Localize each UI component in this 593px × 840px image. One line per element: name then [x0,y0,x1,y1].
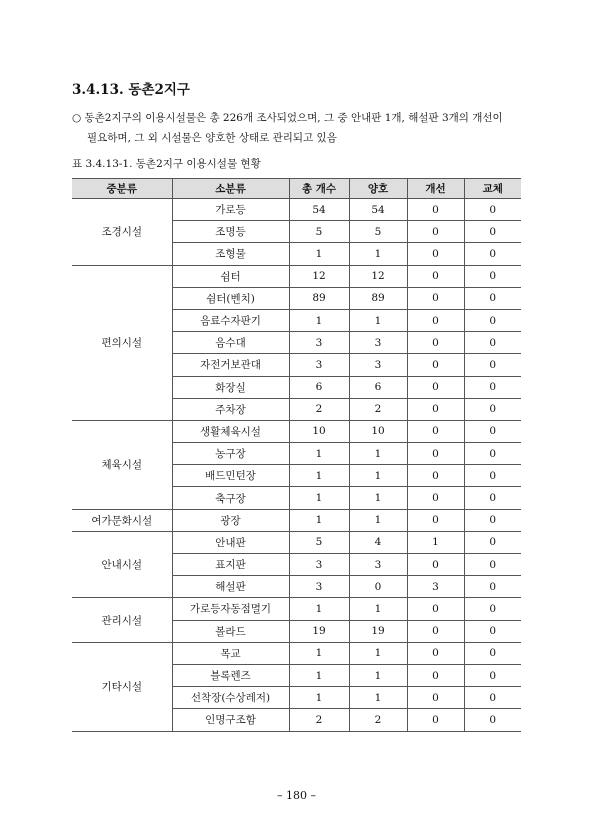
subcategory-cell: 표지판 [172,554,289,576]
good-cell: 1 [349,309,407,331]
subcategory-cell: 선착장(수상레저) [172,687,289,709]
table-header-row [72,179,521,199]
good-cell: 1 [349,465,407,487]
replace-cell: 0 [464,420,521,442]
good-cell: 0 [349,576,407,598]
total-cell: 3 [289,554,349,576]
total-cell: 5 [289,531,349,553]
subcategory-cell: 농구장 [172,443,289,465]
table-row [72,509,521,531]
improve-cell: 0 [407,287,464,309]
good-cell: 1 [349,487,407,509]
table-row [72,531,521,553]
header-subcategory: 소분류 [172,179,289,199]
table-row [72,199,521,221]
good-cell: 3 [349,554,407,576]
replace-cell: 0 [464,509,521,531]
improve-cell: 0 [407,443,464,465]
total-cell: 3 [289,332,349,354]
category-cell: 여가문화시설 [72,509,172,531]
total-cell: 3 [289,354,349,376]
total-cell: 1 [289,487,349,509]
subcategory-cell: 주차장 [172,398,289,420]
subcategory-cell: 인명구조함 [172,709,289,731]
good-cell: 6 [349,376,407,398]
good-cell: 54 [349,199,407,221]
table-caption: 표 3.4.13-1. 동촌2지구 이용시설물 현황 [72,158,261,170]
replace-cell: 0 [464,287,521,309]
good-cell: 2 [349,709,407,731]
improve-cell: 0 [407,376,464,398]
replace-cell: 0 [464,332,521,354]
table-row [72,420,521,442]
replace-cell: 0 [464,199,521,221]
total-cell: 1 [289,509,349,531]
subcategory-cell: 배드민턴장 [172,465,289,487]
total-cell: 5 [289,221,349,243]
header-improve: 개선 [407,179,464,199]
improve-cell: 0 [407,620,464,642]
replace-cell: 0 [464,598,521,620]
replace-cell: 0 [464,687,521,709]
summary-line-1: 동촌2지구의 이용시설물은 총 226개 조사되었으며, 그 중 안내판 1개, 해설판 3개의 개선이 [84,112,503,124]
good-cell: 19 [349,620,407,642]
improve-cell: 3 [407,576,464,598]
replace-cell: 0 [464,664,521,686]
category-cell: 기타시설 [72,642,172,731]
header-total: 총 개수 [289,179,349,199]
total-cell: 19 [289,620,349,642]
good-cell: 5 [349,221,407,243]
total-cell: 3 [289,576,349,598]
good-cell: 1 [349,687,407,709]
summary-paragraph [72,108,532,148]
replace-cell: 0 [464,221,521,243]
header-replace: 교체 [464,179,521,199]
subcategory-cell: 쉼터 [172,265,289,287]
good-cell: 1 [349,598,407,620]
good-cell: 3 [349,354,407,376]
header-good: 양호 [349,179,407,199]
page-number: – 180 – [277,789,316,802]
section-heading: 3.4.13. 동촌2지구 [72,82,190,98]
good-cell: 1 [349,443,407,465]
improve-cell: 0 [407,487,464,509]
improve-cell: 0 [407,664,464,686]
improve-cell: 0 [407,709,464,731]
subcategory-cell: 광장 [172,509,289,531]
total-cell: 1 [289,243,349,265]
good-cell: 10 [349,420,407,442]
good-cell: 1 [349,642,407,664]
subcategory-cell: 조명등 [172,221,289,243]
replace-cell: 0 [464,487,521,509]
subcategory-cell: 화장실 [172,376,289,398]
good-cell: 1 [349,664,407,686]
replace-cell: 0 [464,709,521,731]
subcategory-cell: 가로등 [172,199,289,221]
table-body [72,199,521,732]
replace-cell: 0 [464,554,521,576]
summary-line-2: 필요하며, 그 외 시설물은 양호한 상태로 관리되고 있음 [87,132,337,144]
replace-cell: 0 [464,398,521,420]
improve-cell: 0 [407,199,464,221]
table-row [72,265,521,287]
total-cell: 1 [289,687,349,709]
subcategory-cell: 자전거보관대 [172,354,289,376]
total-cell: 1 [289,598,349,620]
improve-cell: 0 [407,265,464,287]
subcategory-cell: 해설판 [172,576,289,598]
facility-status-table [72,178,521,732]
total-cell: 2 [289,709,349,731]
replace-cell: 0 [464,243,521,265]
header-category: 중분류 [72,179,172,199]
replace-cell: 0 [464,354,521,376]
good-cell: 12 [349,265,407,287]
improve-cell: 0 [407,398,464,420]
improve-cell: 0 [407,243,464,265]
total-cell: 89 [289,287,349,309]
total-cell: 1 [289,309,349,331]
total-cell: 2 [289,398,349,420]
replace-cell: 0 [464,265,521,287]
table-row [72,598,521,620]
good-cell: 4 [349,531,407,553]
total-cell: 1 [289,664,349,686]
subcategory-cell: 볼라드 [172,620,289,642]
subcategory-cell: 축구장 [172,487,289,509]
replace-cell: 0 [464,620,521,642]
good-cell: 1 [349,243,407,265]
improve-cell: 0 [407,642,464,664]
replace-cell: 0 [464,531,521,553]
subcategory-cell: 블록렌즈 [172,664,289,686]
good-cell: 1 [349,509,407,531]
improve-cell: 0 [407,309,464,331]
improve-cell: 0 [407,687,464,709]
improve-cell: 0 [407,221,464,243]
subcategory-cell: 가로등자동점멸기 [172,598,289,620]
improve-cell: 0 [407,554,464,576]
replace-cell: 0 [464,576,521,598]
total-cell: 1 [289,465,349,487]
category-cell: 관리시설 [72,598,172,642]
total-cell: 1 [289,443,349,465]
total-cell: 12 [289,265,349,287]
total-cell: 10 [289,420,349,442]
improve-cell: 0 [407,598,464,620]
good-cell: 3 [349,332,407,354]
category-cell: 체육시설 [72,420,172,509]
total-cell: 6 [289,376,349,398]
category-cell: 조경시설 [72,199,172,266]
improve-cell: 0 [407,420,464,442]
subcategory-cell: 조형물 [172,243,289,265]
subcategory-cell: 음수대 [172,332,289,354]
total-cell: 1 [289,642,349,664]
replace-cell: 0 [464,309,521,331]
table-row [72,642,521,664]
improve-cell: 1 [407,531,464,553]
replace-cell: 0 [464,642,521,664]
subcategory-cell: 쉼터(벤치) [172,287,289,309]
good-cell: 2 [349,398,407,420]
total-cell: 54 [289,199,349,221]
replace-cell: 0 [464,443,521,465]
bullet-marker: ○ [72,112,82,124]
improve-cell: 0 [407,354,464,376]
improve-cell: 0 [407,332,464,354]
subcategory-cell: 안내판 [172,531,289,553]
category-cell: 안내시설 [72,531,172,598]
improve-cell: 0 [407,465,464,487]
subcategory-cell: 목교 [172,642,289,664]
replace-cell: 0 [464,465,521,487]
category-cell: 편의시설 [72,265,172,420]
good-cell: 89 [349,287,407,309]
improve-cell: 0 [407,509,464,531]
subcategory-cell: 생활체육시설 [172,420,289,442]
replace-cell: 0 [464,376,521,398]
subcategory-cell: 음료수자판기 [172,309,289,331]
